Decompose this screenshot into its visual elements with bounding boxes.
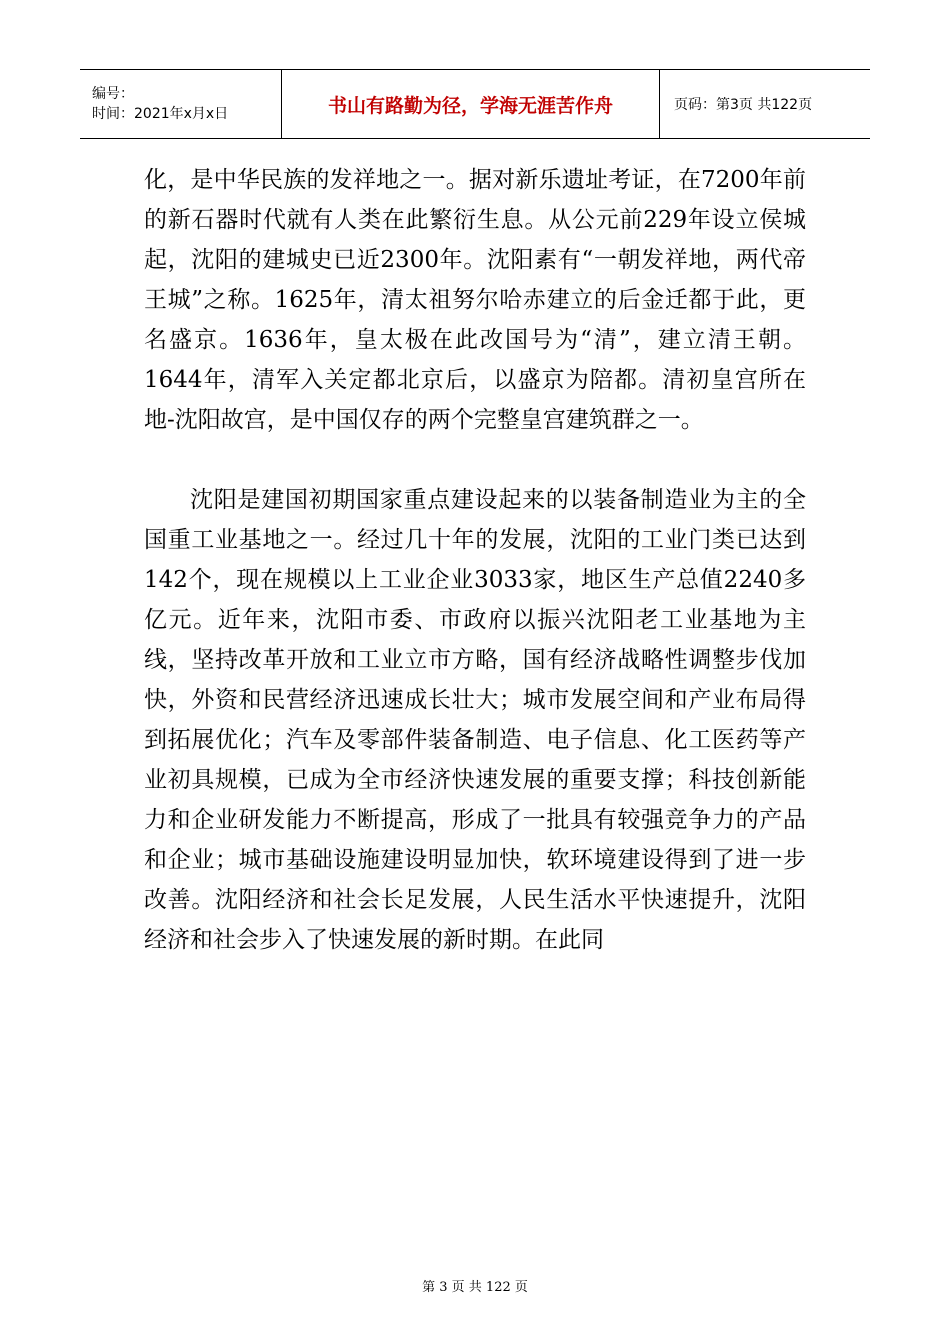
header-meta <box>80 70 282 138</box>
paragraph-1: 化，是中华民族的发祥地之一。据对新乐遗址考证，在7200年前的新石器时代就有人类在此繁衍生息。从公元前229年设立侯城起，沈阳的建城史已近2300年。沈阳素有“一朝发祥地，两代帝王城”之称。1625年，清太祖努尔哈赤建立的后金迁都于此，更名盛京。1636年，皇太极在此改国号为“清”，建立清王朝。1644年，清军入关定都北京后，以盛京为陪都。清初皇宫所在地-沈阳故宫，是中国仅存的两个完整皇宫建筑群之一。 <box>144 167 806 433</box>
header-motto <box>282 70 660 138</box>
page-header <box>80 69 870 139</box>
motto-text: 书山有路勤为径，学海无涯苦作舟 <box>327 94 613 117</box>
serial-number-label: 编号： <box>92 86 134 102</box>
paragraph-2: 沈阳是建国初期国家重点建设起来的以装备制造业为主的全国重工业基地之一。经过几十年的发展，沈阳的工业门类已达到142个，现在规模以上工业企业3033家，地区生产总值2240多亿元。近年来，沈阳市委、市政府以振兴沈阳老工业基地为主线，坚持改革开放和工业立市方略，国有经济战略性调整步伐加快，外资和民营经济迅速成长壮大；城市发展空间和产业布局得 到拓展优化；汽车及零部件装备制造、电子信息、化工医药等产业初具规模，已成为全市经济快速发展的重要支撑；科技创新能力和企业研发能力不断提高，形成了一批具有较强竞争力的产品和企业；城市基础设施建设明显加快，软环境建设得到了进一步改善。沈阳经济和社会长足发展，人民生活水平快速提升，沈阳经济和社会步入了快速发展的新时期。在此同 <box>144 487 806 953</box>
date-label: 时间：2021年x月x日 <box>92 106 229 122</box>
page-info-text: 页码：第3页 共122页 <box>674 97 813 113</box>
header-page-info <box>660 70 870 138</box>
footer-page-number: 第 3 页 共 122 页 <box>422 1280 528 1295</box>
document-body <box>144 160 806 960</box>
page-footer <box>0 1276 950 1295</box>
